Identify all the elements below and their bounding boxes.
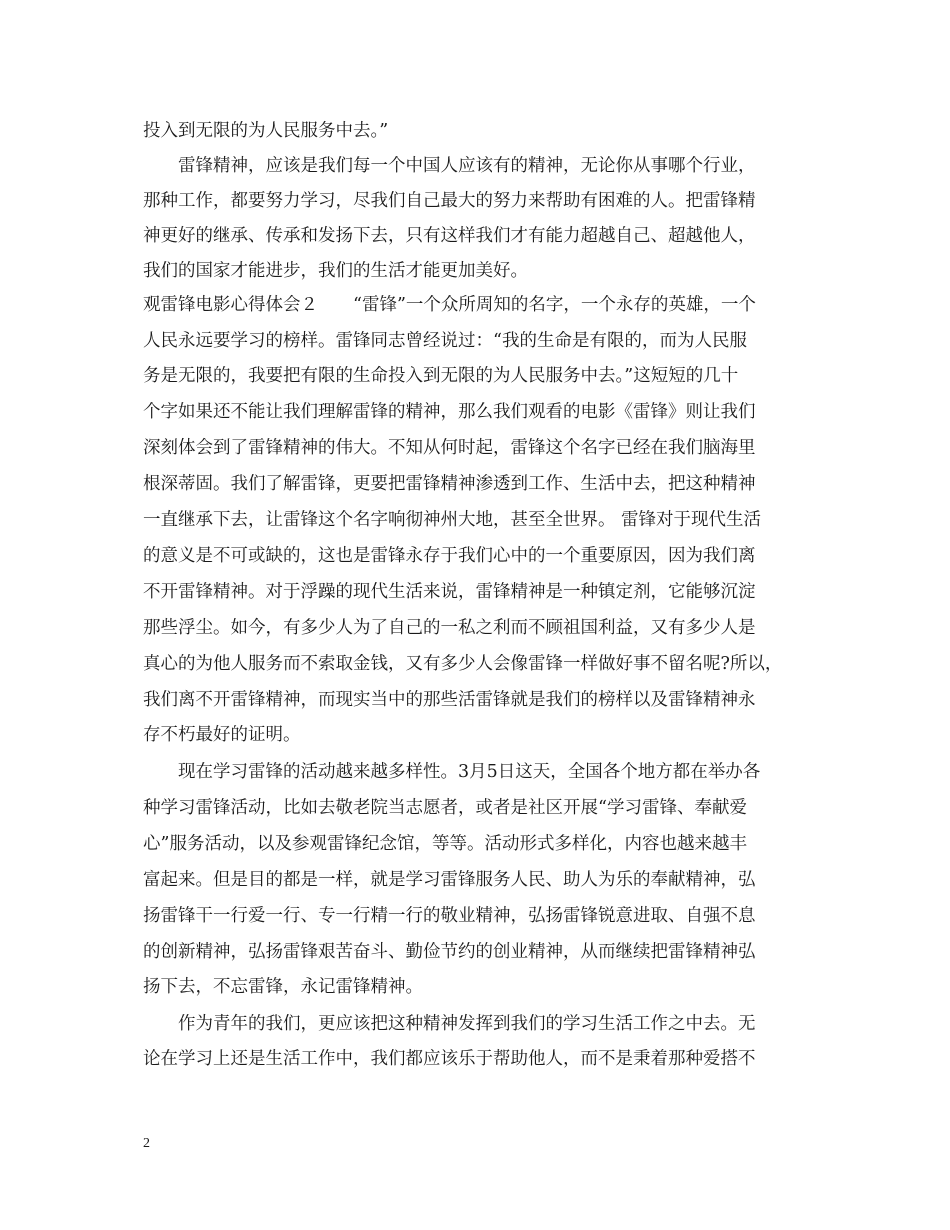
text-line: 现在学习雷锋的活动越来越多样性。3月5日这天，全国各个地方都在举办各 [178,762,761,782]
text-line: 论在学习上还是生活工作中，我们都应该乐于帮助他人，而不是秉着那种爱搭不 [143,1049,756,1069]
text-line: 那种工作，都要努力学习，尽我们自己最大的努力来帮助有困难的人。把雷锋精 [143,191,756,211]
text-line: 不开雷锋精神。对于浮躁的现代生活来说，雷锋精神是一种镇定剂，它能够沉淀 [143,582,756,602]
text-line: 作为青年的我们，更应该把这种精神发挥到我们的学习生活工作之中去。无 [178,1014,756,1034]
text-line: 存不朽最好的证明。 [143,725,301,745]
text-line: 个字如果还不能让我们理解雷锋的精神，那么我们观看的电影《雷锋》则让我们 [143,402,756,422]
section-heading-line: 观雷锋电影心得体会２ “雷锋”一个众所周知的名字，一个永存的英雄，一个 [143,295,756,315]
text-line: 的创新精神，弘扬雷锋艰苦奋斗、勤俭节约的创业精神，从而继续把雷锋精神弘 [143,942,756,962]
text-line: 人民永远要学习的榜样。雷锋同志曾经说过：“我的生命是有限的，而为人民服 [143,331,747,351]
text-line: 务是无限的，我要把有限的生命投入到无限的为人民服务中去。”这短短的几十 [143,366,739,386]
text-line: 投入到无限的为人民服务中去。” [143,121,389,141]
text-line: 真心的为他人服务而不索取金钱，又有多少人会像雷锋一样做好事不留名呢?所以， [143,654,783,674]
text-line: 根深蒂固。我们了解雷锋，更要把雷锋精神渗透到工作、生活中去，把这种精神 [143,474,756,494]
text-line: 心”服务活动，以及参观雷锋纪念馆，等等。活动形式多样化，内容也越来越丰 [143,834,747,854]
text-line: 的意义是不可或缺的，这也是雷锋永存于我们心中的一个重要原因，因为我们离 [143,546,756,566]
text-line: 我们离不开雷锋精神，而现实当中的那些活雷锋就是我们的榜样以及雷锋精神永 [143,690,756,710]
text-line: 一直继承下去，让雷锋这个名字响彻神州大地，甚至全世界。 雷锋对于现代生活 [143,510,762,530]
text-line: 那些浮尘。如今，有多少人为了自己的一私之利而不顾祖国利益，又有多少人是 [143,618,756,638]
page-number: 2 [143,1136,150,1151]
text-line: 我们的国家才能进步，我们的生活才能更加美好。 [143,261,528,281]
text-line: 神更好的继承、传承和发扬下去，只有这样我们才有能力超越自己、超越他人， [143,226,756,246]
text-line: 种学习雷锋活动，比如去敬老院当志愿者，或者是社区开展“学习雷锋、奉献爱 [143,798,747,818]
text-line: 雷锋精神，应该是我们每一个中国人应该有的精神，无论你从事哪个行业， [178,156,756,176]
text-line: 富起来。但是目的都是一样，就是学习雷锋服务人民、助人为乐的奉献精神，弘 [143,870,756,890]
text-line: 扬雷锋干一行爱一行、专一行精一行的敬业精神，弘扬雷锋锐意进取、自强不息 [143,906,756,926]
text-line: 扬下去，不忘雷锋，永记雷锋精神。 [143,977,423,997]
text-line: 深刻体会到了雷锋精神的伟大。不知从何时起，雷锋这个名字已经在我们脑海里 [143,438,756,458]
